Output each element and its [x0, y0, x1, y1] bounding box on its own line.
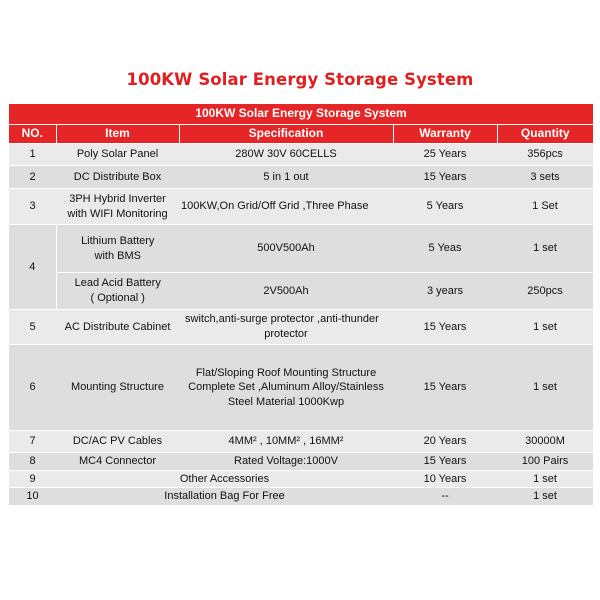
- cell-spec: 100KW,On Grid/Off Grid ,Three Phase: [179, 189, 393, 225]
- cell-spec: Rated Voltage:1000V: [179, 453, 393, 471]
- cell-spec-line: Flat/Sloping Roof Mounting Structure: [195, 366, 377, 379]
- cell-item: Other Accessories: [56, 471, 393, 488]
- cell-warranty: 25 Years: [393, 144, 497, 166]
- table-row: [9, 345, 593, 431]
- cell-warranty: --: [393, 488, 497, 506]
- cell-item-line: 3PH Hybrid Inverter: [69, 192, 166, 205]
- cell-item-line: with BMS: [94, 249, 141, 262]
- cell-warranty: 5 Yeas: [393, 225, 497, 273]
- cell-no: 6: [9, 345, 56, 431]
- page-title: 100KW Solar Energy Storage System: [126, 70, 474, 89]
- cell-item: MC4 Connector: [56, 453, 179, 471]
- cell-warranty: 15 Years: [393, 310, 497, 345]
- cell-item-line: with WIFI Monitoring: [67, 207, 168, 220]
- cell-warranty: 15 Years: [393, 166, 497, 189]
- cell-quantity: 356pcs: [497, 144, 593, 166]
- cell-no: 3: [9, 189, 56, 225]
- cell-spec: 4MM² , 10MM² , 16MM²: [179, 431, 393, 453]
- cell-item-line: Lithium Battery: [81, 234, 155, 247]
- cell-no: 9: [9, 471, 56, 488]
- table-banner-row: [9, 104, 593, 125]
- header-specification: Specification: [179, 125, 393, 144]
- table-row: [9, 144, 593, 166]
- cell-no: 5: [9, 310, 56, 345]
- cell-no: 7: [9, 431, 56, 453]
- cell-item: Mounting Structure: [56, 345, 179, 431]
- cell-warranty: 10 Years: [393, 471, 497, 488]
- table-row: [9, 431, 593, 453]
- cell-quantity: 1 set: [497, 345, 593, 431]
- table-row: [9, 453, 593, 471]
- table-row: [9, 225, 593, 273]
- cell-item: [56, 225, 179, 273]
- header-warranty: Warranty: [393, 125, 497, 144]
- table-row: [9, 273, 593, 310]
- cell-quantity: 250pcs: [497, 273, 593, 310]
- table-row: [9, 471, 593, 488]
- cell-spec-line: Complete Set ,Aluminum Alloy/Stainless: [188, 381, 384, 394]
- cell-warranty: 15 Years: [393, 345, 497, 431]
- cell-quantity: 1 Set: [497, 189, 593, 225]
- cell-item-line: Lead Acid Battery: [74, 277, 161, 290]
- cell-item: Poly Solar Panel: [56, 144, 179, 166]
- cell-quantity: 3 sets: [497, 166, 593, 189]
- cell-item: AC Distribute Cabinet: [56, 310, 179, 345]
- cell-no: 1: [9, 144, 56, 166]
- cell-spec: 2V500Ah: [179, 273, 393, 310]
- cell-item: DC Distribute Box: [56, 166, 179, 189]
- cell-spec: [179, 345, 393, 431]
- table-row: [9, 189, 593, 225]
- header-no: NO.: [9, 125, 56, 144]
- table-header-row: [9, 125, 593, 144]
- cell-no: 8: [9, 453, 56, 471]
- cell-spec: [179, 310, 393, 345]
- cell-spec-line: Steel Material 1000Kwp: [227, 395, 345, 408]
- cell-item: [56, 273, 179, 310]
- table-row: [9, 310, 593, 345]
- header-item: Item: [56, 125, 179, 144]
- cell-warranty: 20 Years: [393, 431, 497, 453]
- table-banner: 100KW Solar Energy Storage System: [9, 104, 593, 125]
- cell-warranty: 5 Years: [393, 189, 497, 225]
- cell-item: [56, 189, 179, 225]
- cell-item: DC/AC PV Cables: [56, 431, 179, 453]
- table-row: [9, 166, 593, 189]
- cell-warranty: 3 years: [393, 273, 497, 310]
- cell-no: 10: [9, 488, 56, 506]
- cell-spec: 280W 30V 60CELLS: [179, 144, 393, 166]
- cell-quantity: 1 set: [497, 471, 593, 488]
- cell-quantity: 1 set: [497, 488, 593, 506]
- cell-quantity: 30000M: [497, 431, 593, 453]
- specification-table: [9, 104, 593, 506]
- cell-item: Installation Bag For Free: [56, 488, 393, 506]
- cell-no: 4: [9, 225, 56, 310]
- table-row: [9, 488, 593, 506]
- cell-item-line: ( Optional ): [90, 292, 145, 304]
- header-quantity: Quantity: [497, 125, 593, 144]
- cell-spec-line: protector: [264, 328, 308, 340]
- cell-quantity: 100 Pairs: [497, 453, 593, 471]
- cell-no: 2: [9, 166, 56, 189]
- cell-quantity: 1 set: [497, 310, 593, 345]
- cell-spec: 5 in 1 out: [179, 166, 393, 189]
- cell-spec: 500V500Ah: [179, 225, 393, 273]
- cell-quantity: 1 set: [497, 225, 593, 273]
- cell-spec-line: switch,anti-surge protector ,anti-thunder: [185, 313, 379, 326]
- cell-warranty: 15 Years: [393, 453, 497, 471]
